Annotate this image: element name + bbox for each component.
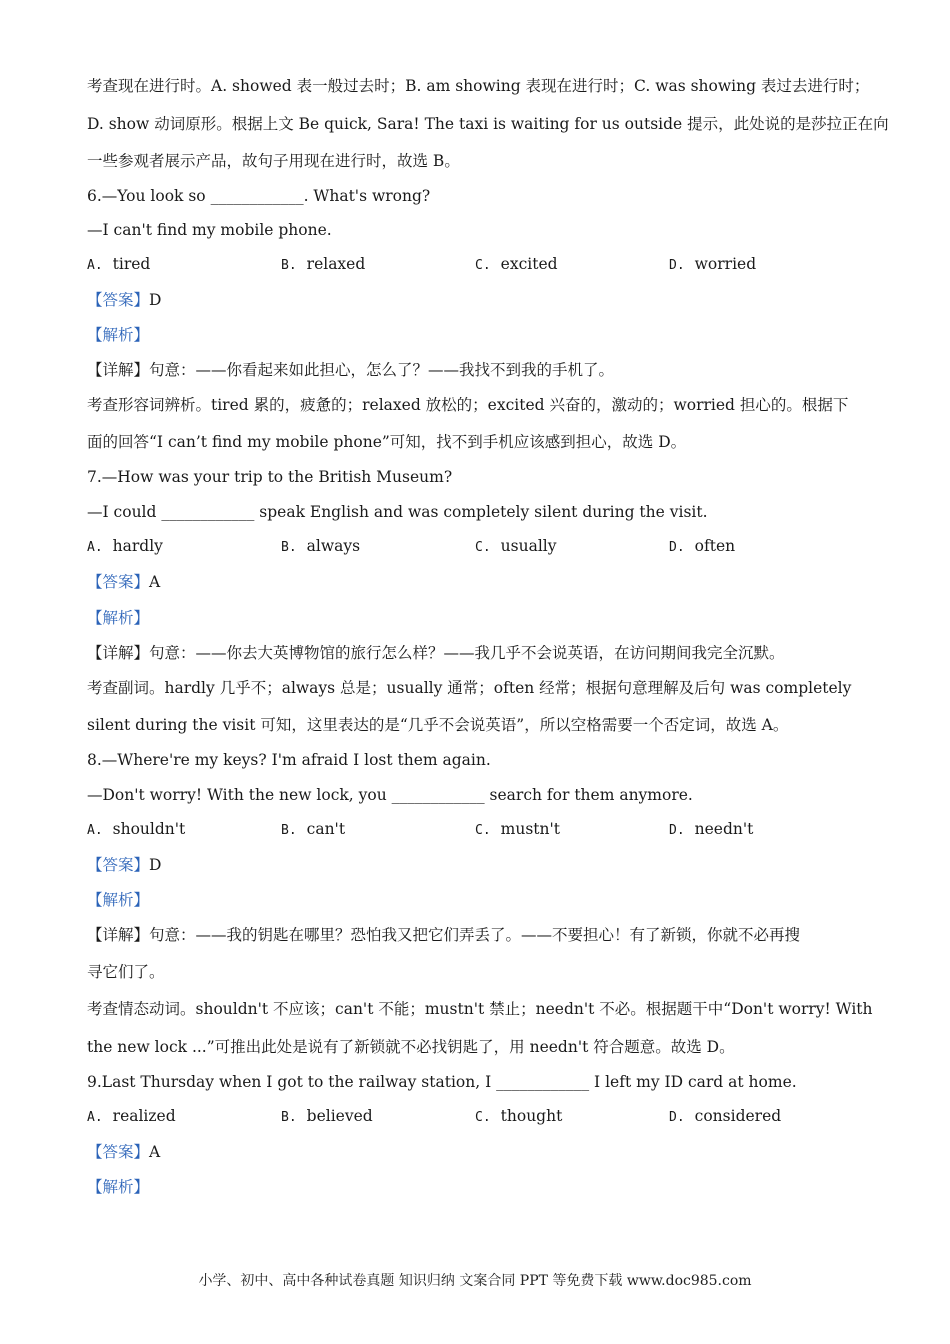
analysis-line bbox=[87, 890, 149, 910]
option-c: C. thought bbox=[475, 1107, 563, 1125]
option-a: A. shouldn't bbox=[87, 820, 186, 838]
option-d: D. needn't bbox=[669, 820, 754, 838]
detail-line: silent during the visit 可知，这里表达的是“几乎不会说英语”，所以空格需要一个否定词，故选 A。 bbox=[87, 716, 789, 734]
question-7-stem: 7.—How was your trip to the British Museum? bbox=[87, 468, 453, 486]
question-7-reply: —I could ____________ speak English and was completely silent during the visit. bbox=[87, 503, 708, 521]
analysis-tag: 【解析】 bbox=[87, 1178, 150, 1196]
detail-line: 寻它们了。 bbox=[87, 963, 165, 981]
detail-line: 考查情态动词。shouldn't 不应该；can't 不能；mustn't 禁止；needn't 不必。根据题干中“Don't worry! With bbox=[87, 1000, 873, 1018]
option-a: A. tired bbox=[87, 255, 151, 273]
answer-value: D bbox=[149, 291, 162, 309]
option-b: B. can't bbox=[281, 820, 346, 838]
question-6-reply: —I can't find my mobile phone. bbox=[87, 221, 332, 239]
question-6-options bbox=[87, 255, 867, 275]
answer-line bbox=[87, 855, 161, 875]
answer-tag: 【答案】 bbox=[87, 291, 150, 309]
option-d: D. worried bbox=[669, 255, 757, 273]
option-d: D. often bbox=[669, 537, 736, 555]
paragraph-line: D. show 动词原形。根据上文 Be quick, Sara! The taxi is waiting for us outside 提示，此处说的是莎拉正在向 bbox=[87, 115, 889, 133]
paragraph-line: 一些参观者展示产品，故句子用现在进行时，故选 B。 bbox=[87, 152, 460, 170]
option-a: A. realized bbox=[87, 1107, 176, 1125]
analysis-line bbox=[87, 325, 149, 345]
option-c: C. usually bbox=[475, 537, 557, 555]
page-footer: 小学、初中、高中各种试卷真题 知识归纳 文案合同 PPT 等免费下载 www.doc985.com bbox=[198, 1273, 752, 1289]
option-a: A. hardly bbox=[87, 537, 163, 555]
option-c: C. mustn't bbox=[475, 820, 560, 838]
detail-line: 【详解】句意：——我的钥匙在哪里？恐怕我又把它们弄丢了。——不要担心！有了新锁，你就不必再搜 bbox=[87, 926, 801, 944]
answer-tag: 【答案】 bbox=[87, 1143, 150, 1161]
option-b: B. relaxed bbox=[281, 255, 366, 273]
answer-line bbox=[87, 1142, 160, 1162]
question-8-options bbox=[87, 820, 867, 840]
question-9-stem: 9.Last Thursday when I got to the railway station, I ____________ I left my ID card at home. bbox=[87, 1073, 797, 1091]
question-7-options bbox=[87, 537, 867, 557]
answer-value: A bbox=[149, 1143, 161, 1161]
question-9-options bbox=[87, 1107, 867, 1127]
detail-tag: 【详解】 bbox=[87, 361, 150, 379]
detail-line: 【详解】句意：——你看起来如此担心，怎么了？——我找不到我的手机了。 bbox=[87, 361, 615, 379]
question-8-stem: 8.—Where're my keys? I'm afraid I lost them again. bbox=[87, 751, 491, 769]
answer-tag: 【答案】 bbox=[87, 856, 150, 874]
answer-value: A bbox=[149, 573, 161, 591]
analysis-tag: 【解析】 bbox=[87, 609, 150, 627]
answer-value: D bbox=[149, 856, 162, 874]
detail-tag: 【详解】 bbox=[87, 644, 150, 662]
analysis-tag: 【解析】 bbox=[87, 326, 150, 344]
answer-line bbox=[87, 572, 160, 592]
analysis-line bbox=[87, 1177, 149, 1197]
analysis-tag: 【解析】 bbox=[87, 891, 150, 909]
question-6-stem: 6.—You look so ____________. What's wrong? bbox=[87, 187, 431, 205]
detail-line: 考查形容词辨析。tired 累的，疲惫的；relaxed 放松的；excited 兴奋的，激动的；worried 担心的。根据下 bbox=[87, 396, 849, 414]
option-b: B. believed bbox=[281, 1107, 373, 1125]
option-b: B. always bbox=[281, 537, 361, 555]
question-8-reply: —Don't worry! With the new lock, you ____________ search for them anymore. bbox=[87, 786, 693, 804]
detail-line: the new lock ...”可推出此处是说有了新锁就不必找钥匙了，用 needn't 符合题意。故选 D。 bbox=[87, 1038, 735, 1056]
detail-line: 考查副词。hardly 几乎不；always 总是；usually 通常；often 经常；根据句意理解及后句 was completely bbox=[87, 679, 852, 697]
option-d: D. considered bbox=[669, 1107, 782, 1125]
answer-tag: 【答案】 bbox=[87, 573, 150, 591]
detail-line: 面的回答“I can’t find my mobile phone”可知，找不到手机应该感到担心，故选 D。 bbox=[87, 433, 687, 451]
paragraph-line: 考查现在进行时。A. showed 表一般过去时；B. am showing 表现在进行时；C. was showing 表过去进行时； bbox=[87, 77, 870, 95]
analysis-line bbox=[87, 608, 149, 628]
option-c: C. excited bbox=[475, 255, 558, 273]
detail-tag: 【详解】 bbox=[87, 926, 150, 944]
detail-line: 【详解】句意：——你去大英博物馆的旅行怎么样？——我几乎不会说英语，在访问期间我完全沉默。 bbox=[87, 644, 785, 662]
answer-line bbox=[87, 290, 161, 310]
